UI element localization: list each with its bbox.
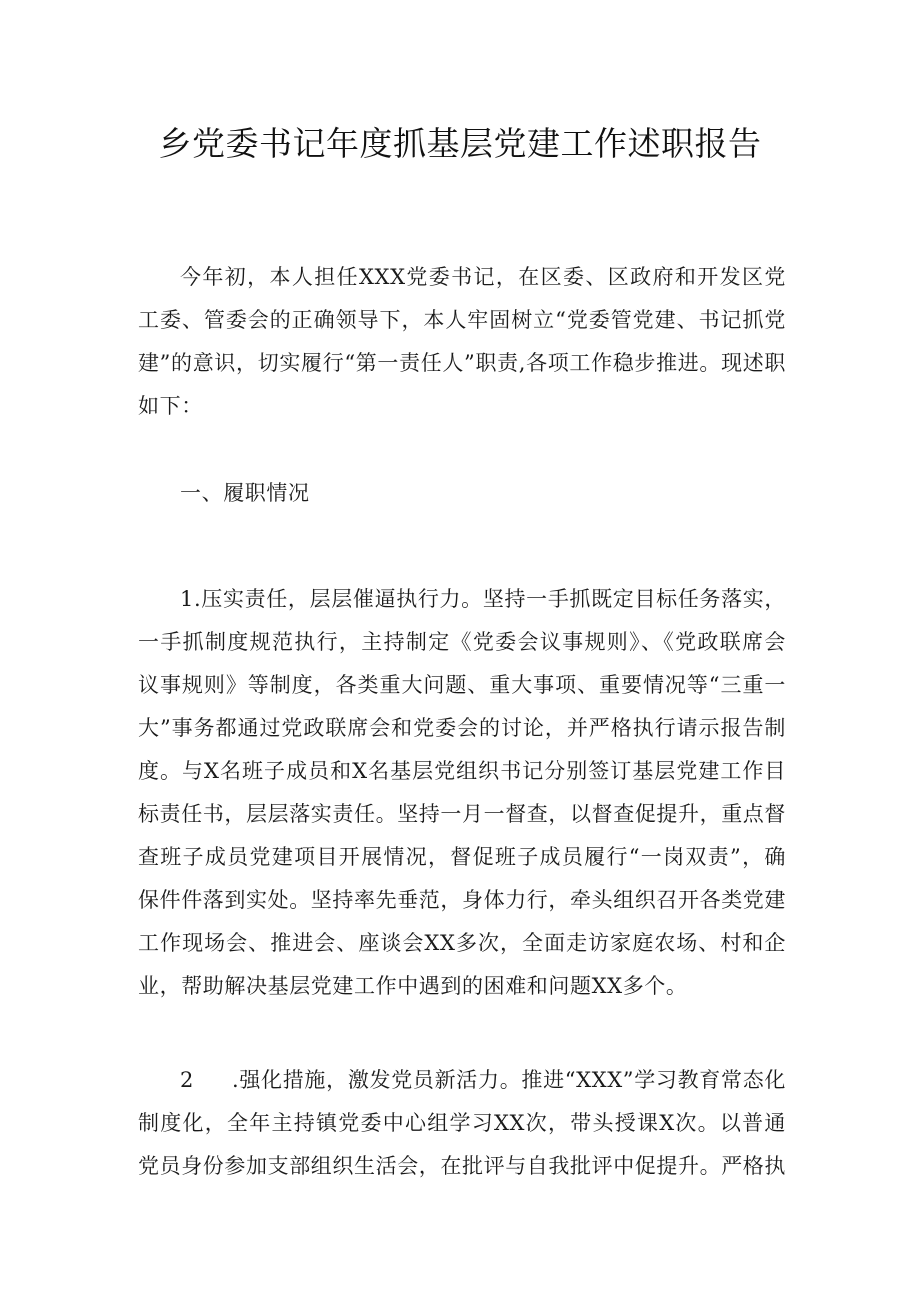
document-title: 乡党委书记年度抓基层党建工作述职报告 [158,124,762,163]
section-heading: 一、履职情况 [180,481,310,505]
intro-paragraph: 今年初，本人担任XXX党委书记，在区委、区政府和开发区党工委、管委会的正确领导下，本人牢固树立“党委管党建、书记抓党建”的意识，切实履行“第一责任人”职责,各项工作稳步推进。现述职如下： [138,265,786,418]
item-2-text: .强化措施，激发党员新活力。推进“XXX”学习教育常态化制度化，全年主持镇党委中心组学习XX次，带头授课X次。以普通党员身份参加支部组织生活会，在批评与自我批评中促提升。严格执 [138,1068,786,1178]
item-2-paragraph [138,1059,786,1188]
item-1-paragraph: 1.压实责任，层层催逼执行力。坚持一手抓既定目标任务落实，一手抓制度规范执行，主持制定《党委会议事规则》、《党政联席会议事规则》等制度，各类重大问题、重大事项、重要情况等“三重一大”事务都通过党政联席会和党委会的讨论，并严格执行请示报告制度。与X名班子成员和X名基层党组织书记分别签订基层党建工作目标责任书，层层落实责任。坚持一月一督查，以督查促提升，重点督查班子成员党建项目开展情况，督促班子成员履行“一岗双责”，确保件件落到实处。坚持率先垂范，身体力行，牵头组织召开各类党建工作现场会、推进会、座谈会XX多次，全面走访家庭农场、村和企业，帮助解决基层党建工作中遇到的困难和问题XX多个。 [138,587,786,998]
item-2-number: 2 [180,1068,194,1092]
